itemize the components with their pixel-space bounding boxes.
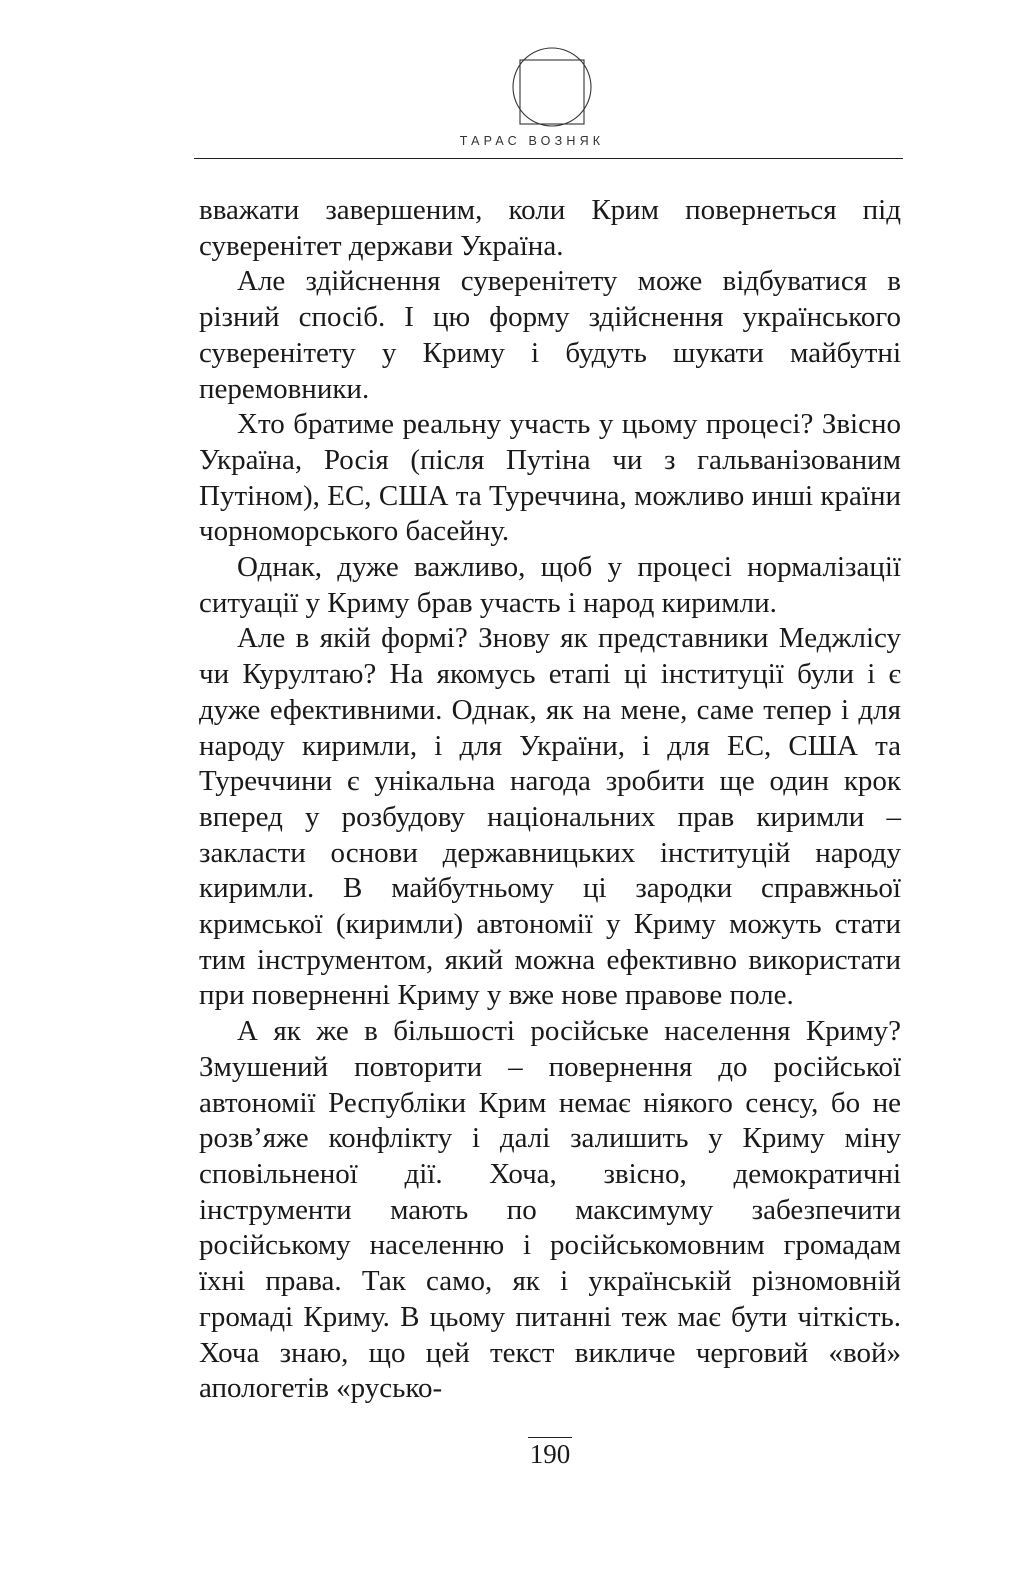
paragraph: Але в якій формі? Знову як представники Меджлісу чи Курултаю? На якомусь етапі ці інституції були і є дуже ефективними. Однак, як на мене, саме тепер і для народу киримли, і для України, і для ЕС, США та Туреччини є унікальна нагода зробити ще один крок вперед у розбудову національних прав киримли – закласти основи державницьких інституцій народу киримли. В майбутньому ці зародки справжньої кримської (киримли) автономії у Криму можуть стати тим інструментом, який можна ефективно використати при поверненні Криму у вже нове правове поле. — [199, 622, 901, 1012]
paragraph-continued: вважати завершеним, коли Крим повернеться під суверенітет держави Україна. — [199, 194, 901, 262]
running-title: ТАРАС ВОЗНЯК — [459, 134, 605, 148]
body-text — [199, 193, 901, 1407]
circle-square-emblem-icon — [511, 46, 593, 128]
paragraph: А як же в більшості російське населення Криму? Змушений повторити – повернення до російської автономії Республіки Крим немає ніякого сенсу, бо не розв’яже конфлікту і далі залишить у Криму міну сповільненої дії. Хоча, звісно, демократичні інструменти мають по максимуму забезпечити російському населенню і російськомовним громадам їхні права. Так само, як і українській різномовній громаді Криму. В цьому питанні теж має бути чіткість. Хоча знаю, що цей текст викличе черговий «вой» апологетів «русько- — [199, 1015, 901, 1405]
header-rule — [194, 158, 903, 159]
page-number: 190 — [529, 1439, 571, 1469]
paragraph: Однак, дуже важливо, щоб у процесі нормалізації ситуації у Криму брав участь і народ киримли. — [199, 551, 901, 619]
paragraph: Хто братиме реальну участь у цьому процесі? Звісно Україна, Росія (після Путіна чи з гальванізованим Путіном), ЕС, США та Туреччина, можливо инші країни чорноморського басейну. — [199, 408, 901, 548]
paragraph: Але здійснення суверенітету може відбуватися в різний спосіб. І цю форму здійснення українського суверенітету у Криму і будуть шукати майбутні перемовники. — [199, 265, 901, 405]
page-number-block — [0, 1437, 1024, 1470]
